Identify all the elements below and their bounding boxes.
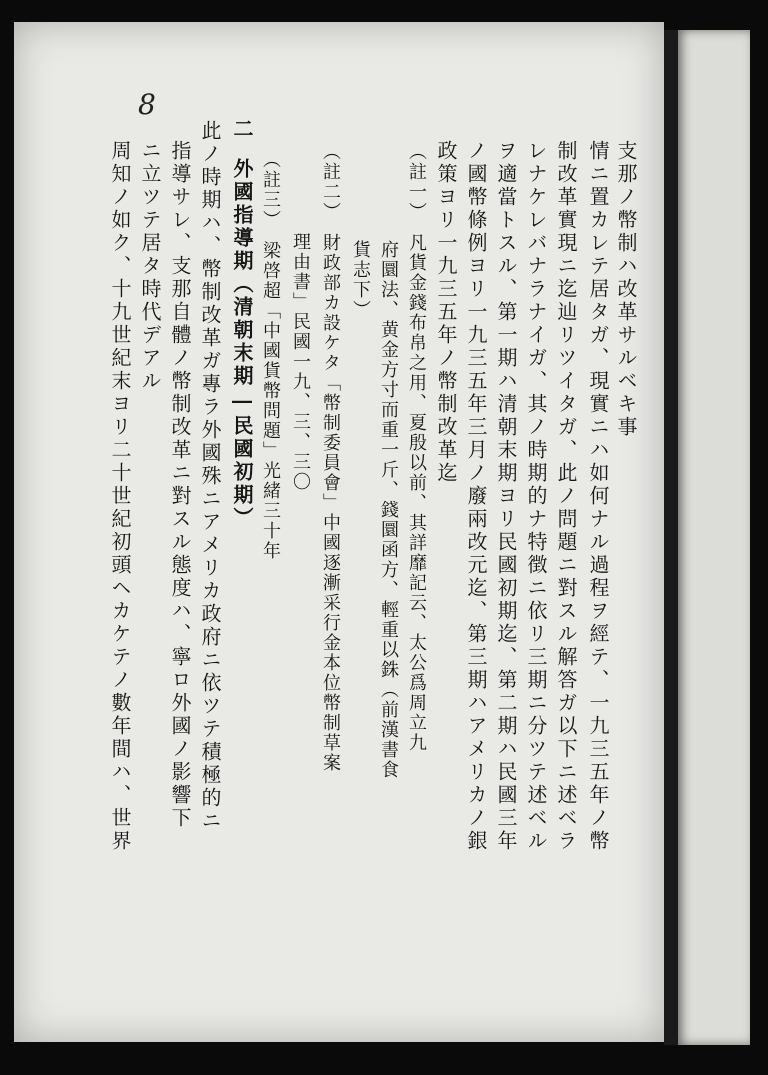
text-column: ヲ適當トスル、第一期ハ清朝末期ヨリ民國初期迄、第二期ハ民國三年 xyxy=(494,140,518,853)
section-heading: 外國指導期（清朝末期―民國初期） xyxy=(230,158,254,530)
text-column: ノ國幣條例ヨリ一九三五年三月ノ廢兩改元迄、第三期ハアメリカノ銀 xyxy=(464,140,488,853)
footnote-1-continued: 府圜法、黄金方寸而重一斤、錢圜函方、輕重以銖（前漢書食 xyxy=(378,240,399,780)
text-column: 指導サレ、支那自體ノ幣制改革ニ對スル態度ハ、寧ロ外國ノ影響下 xyxy=(168,140,192,830)
text-column: 制改革實現ニ迄辿リツイタガ、此ノ問題ニ對スル解答ガ以下ニ述ベラ xyxy=(554,140,578,853)
footnote-3: （註三） 梁啓超「中國貨幣問題」光緒三十年 xyxy=(260,150,281,561)
text-column: 此ノ時期ハ、幣制改革ガ專ラ外國殊ニアメリカ政府ニ依ツテ積極的ニ xyxy=(198,120,222,833)
footnote-2: （註二） 財政部カ設ケタ「幣制委員會」中國逐漸采行金本位幣制草案 xyxy=(320,142,341,773)
text-column: 支那ノ幣制ハ改革サルベキ事 xyxy=(614,140,638,439)
text-column: レナケレバナラナイガ、其ノ時期的ナ特徴ニ依リ三期ニ分ツテ述ベル xyxy=(524,140,548,853)
footnote-1-continued: 貨志下） xyxy=(350,240,371,320)
section-number: 二 xyxy=(230,118,254,141)
adjacent-page-sliver xyxy=(678,30,750,1045)
page-number: 8 xyxy=(138,88,156,121)
text-column: ニ立ツテ居タ時代デアル xyxy=(138,140,162,393)
text-column: 政策ヨリ一九三五年ノ幣制改革迄 xyxy=(434,140,458,485)
text-column: 周知ノ如ク、十九世紀末ヨリ二十世紀初頭ヘカケテノ數年間ハ、世界 xyxy=(108,140,132,853)
page-binding-edge xyxy=(664,30,678,1045)
text-column: 情ニ置カレテ居タガ、現實ニハ如何ナル過程ヲ經テ、一九三五年ノ幣 xyxy=(586,140,610,853)
footnote-1: （註一） 凡貨金錢布帛之用、夏殷以前、其詳靡記云、太公爲周立九 xyxy=(406,142,427,753)
footnote-2-continued: 理由書」民國一九、三、三〇 xyxy=(290,232,311,492)
